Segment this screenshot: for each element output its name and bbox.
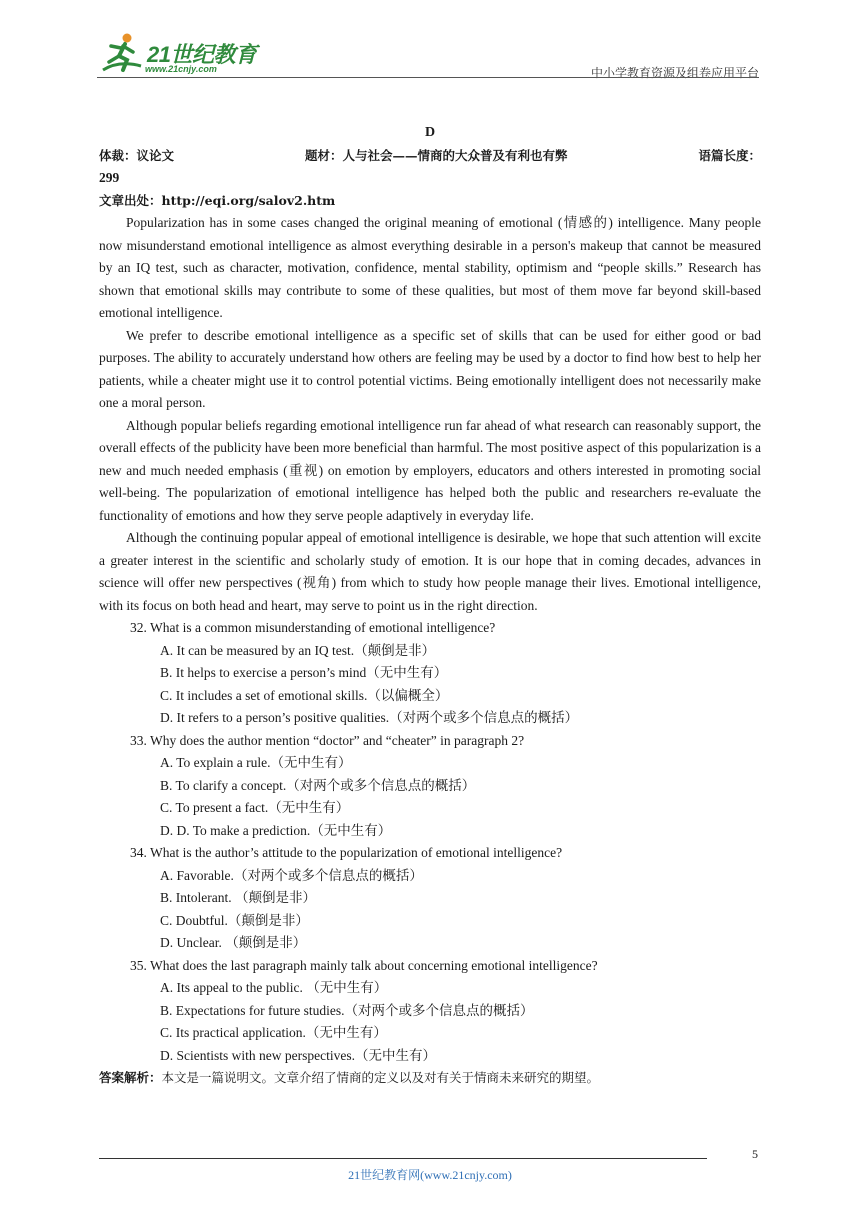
question-stem: 33. Why does the author mention “doctor” and “cheater” in paragraph 2? <box>130 732 525 748</box>
question-32 <box>99 617 761 730</box>
footer-site-link[interactable]: 21世纪教育网(www.21cnjy.com) <box>348 1168 512 1182</box>
answer-explanation <box>99 1067 761 1090</box>
question-stem: 32. What is a common misunderstanding of emotional intelligence? <box>130 620 496 635</box>
question-34 <box>99 842 761 955</box>
option-a: A. Favorable.（对两个或多个信息点的概括） <box>160 867 423 883</box>
paragraph-4: Although the continuing popular appeal of emotional intelligence is desirable, we hope that such attention will excite a greater interest in the scientific and scholarly study of emotion. It is our hope that in coming decades, advances in science will offer new perspectives (视角) from which to study how people manage their lives. Emotional intelligence, with its focus on both head and heart, may serve to point us in the right direction. <box>99 530 761 613</box>
option-c: C. Doubtful.（颠倒是非） <box>160 912 309 928</box>
option-d: D. It refers to a person’s positive qualities.（对两个或多个信息点的概括） <box>160 710 579 725</box>
genre-label: 体裁：议论文 <box>99 147 175 163</box>
header-divider <box>97 77 759 78</box>
option-d: D. Scientists with new perspectives.（无中生有） <box>160 1047 436 1063</box>
option-a: A. Its appeal to the public. （无中生有） <box>160 980 388 995</box>
length-value: 299 <box>99 170 120 185</box>
length-label: 语篇长度： <box>698 147 761 163</box>
article-meta <box>99 145 761 168</box>
paragraph-2: We prefer to describe emotional intelligence as a specific set of skills that can be used for either good or bad purposes. The ability to accurately understand how others are feeling may be used by a doctor to find how best to help her patients, while a cheater might use it to control potential victims. Being emotionally intelligent does not necessarily make one a moral person. <box>99 327 761 410</box>
document-body <box>99 122 761 1090</box>
footer-divider <box>99 1158 707 1159</box>
option-c: C. To present a fact.（无中生有） <box>160 800 350 815</box>
question-33 <box>99 730 761 843</box>
platform-name: 中小学教育资源及组卷应用平台 <box>590 66 759 80</box>
runner-logo-icon <box>97 30 145 76</box>
option-a: A. To explain a rule.（无中生有） <box>160 755 352 770</box>
answer-label: 答案解析： <box>99 1070 162 1085</box>
option-b: B. Intolerant. （颠倒是非） <box>160 890 316 905</box>
paragraph-1: Popularization has in some cases changed the original meaning of emotional (情感的) intelligence. Many people now misunderstand emotional intelligence as almost everything desirable in a person's makeup that cannot be measured by an IQ test, such as character, motivation, confidence, mental stability, optimism and “people skills.” Research has shown that emotional skills may contribute to some of these qualities, but most of them move far beyond skill-based emotional intelligence. <box>99 215 761 320</box>
option-c: C. Its practical application.（无中生有） <box>160 1025 387 1040</box>
option-a: A. It can be measured by an IQ test.（颠倒是非） <box>160 642 436 658</box>
logo-text: 21世纪教育 <box>147 42 257 67</box>
logo-url: www.21cnjy.com <box>145 64 217 74</box>
option-c: C. It includes a set of emotional skills.（以偏概全） <box>160 687 449 703</box>
page-number: 5 <box>752 1147 758 1161</box>
question-35 <box>99 955 761 1068</box>
answer-text: 本文是一篇说明文。文章介绍了情商的定义以及对有关于情商未来研究的期望。 <box>161 1070 600 1085</box>
section-title: D <box>424 125 436 140</box>
question-stem: 34. What is the author’s attitude to the popularization of emotional intelligence? <box>130 845 563 860</box>
source-line: 文章出处：http://eqi.org/salov2.htm <box>99 192 336 208</box>
option-d: D. D. To make a prediction.（无中生有） <box>160 822 392 838</box>
site-logo <box>97 30 267 78</box>
option-d: D. Unclear. （颠倒是非） <box>160 935 307 950</box>
paragraph-3: Although popular beliefs regarding emotional intelligence run far ahead of what research can reasonably support, the overall effects of the publicity have been more beneficial than harmful. The most positive aspect of this popularization is a new and much needed emphasis (重视) on emotion by employers, educators and others interested in promoting social well-being. The popularization of emotional intelligence has helped both the public and researchers re-evaluate the functionality of emotions and how they serve people adaptively in everyday life. <box>99 417 761 523</box>
page-header <box>97 30 759 78</box>
question-stem: 35. What does the last paragraph mainly talk about concerning emotional intelligence? <box>130 957 598 973</box>
option-b: B. Expectations for future studies.（对两个或多个信息点的概括） <box>160 1002 534 1018</box>
option-b: B. It helps to exercise a person’s mind（无中生有） <box>160 665 448 680</box>
topic-label: 题材：人与社会——情商的大众普及有利也有弊 <box>304 147 568 163</box>
option-b: B. To clarify a concept.（对两个或多个信息点的概括） <box>160 777 476 793</box>
